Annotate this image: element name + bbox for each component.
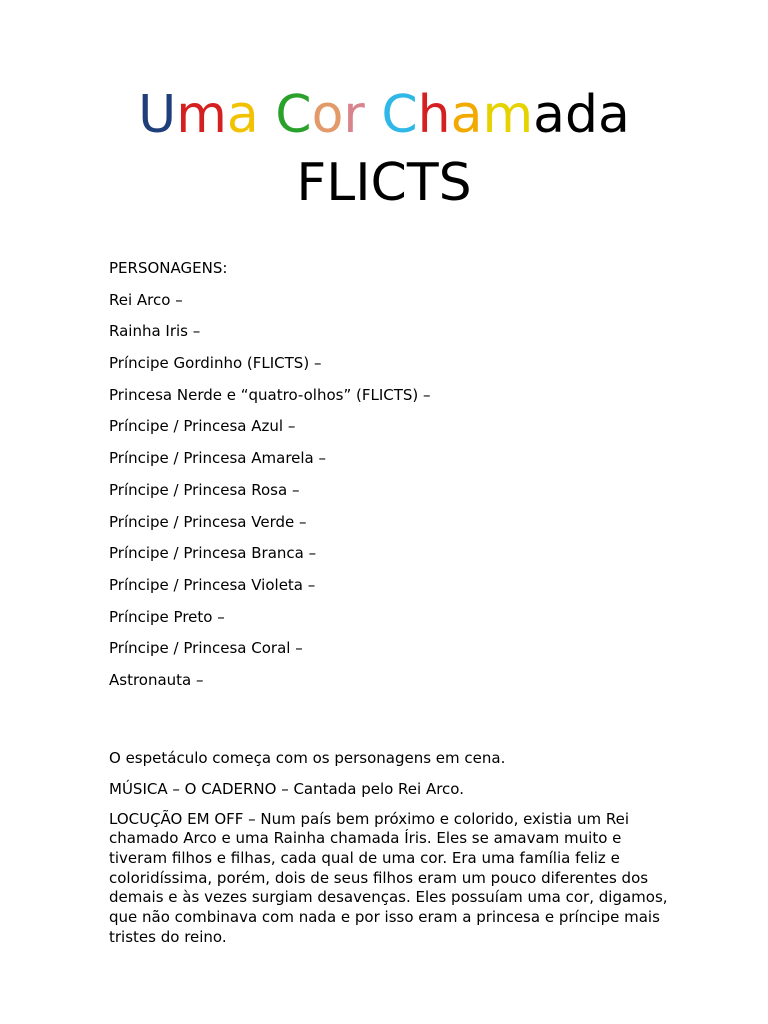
title-letter: o (311, 85, 344, 145)
title-line-1 (0, 84, 768, 146)
title-letter: a (450, 85, 483, 145)
title-letter: U (138, 85, 177, 145)
title-letter: h (417, 85, 451, 145)
characters-heading: PERSONAGENS: (109, 259, 228, 277)
character-item: Princesa Nerde e “quatro-olhos” (FLICTS) – (109, 385, 431, 404)
title-letter: C (275, 85, 312, 145)
character-item: Príncipe / Princesa Coral – (109, 639, 303, 658)
title-line-2: FLICTS (296, 153, 472, 213)
title-letter (259, 85, 276, 145)
document-body (109, 258, 669, 948)
title-letter: m (482, 85, 534, 145)
title-letter: C (381, 85, 418, 145)
character-item: Príncipe / Princesa Violeta – (109, 575, 316, 594)
character-item: Astronauta – (109, 670, 204, 689)
character-item: Príncipe Gordinho (FLICTS) – (109, 354, 322, 373)
character-item: Príncipe / Princesa Amarela – (109, 449, 327, 468)
title-letter: m (176, 85, 227, 145)
section-spacer (109, 702, 669, 748)
paragraph-music: MÚSICA – O CADERNO – Cantada pelo Rei Arco. (109, 779, 464, 798)
character-item: Príncipe Preto – (109, 607, 225, 626)
character-item: Príncipe / Princesa Azul – (109, 417, 296, 436)
paragraph-narration: LOCUÇÃO EM OFF – Num país bem próximo e colorido, existia um Rei chamado Arco e uma Rainha chamada Íris. Eles se amavam muito e tiveram filhos e filhas, cada qual de uma cor. Era uma família feliz e coloridíssima, porém, dois de seus filhos eram um pouco diferentes dos demais e às vezes surgiam desavenças. Eles possuíam uma cor, digamos, que não combinava com nada e por isso eram a princesa e príncipe mais tristes do reino. (109, 809, 668, 946)
character-item: Rei Arco – (109, 290, 183, 309)
title-letter (365, 85, 382, 145)
characters-list (109, 290, 669, 690)
title-letter: ada (533, 85, 630, 145)
title-letter: r (343, 85, 365, 145)
title-letter: a (226, 85, 259, 145)
character-item: Príncipe / Princesa Rosa – (109, 480, 300, 499)
character-item: Príncipe / Princesa Verde – (109, 512, 307, 531)
character-item: Príncipe / Princesa Branca – (109, 544, 317, 563)
paragraph-intro: O espetáculo começa com os personagens em cena. (109, 748, 506, 767)
character-item: Rainha Iris – (109, 322, 201, 341)
